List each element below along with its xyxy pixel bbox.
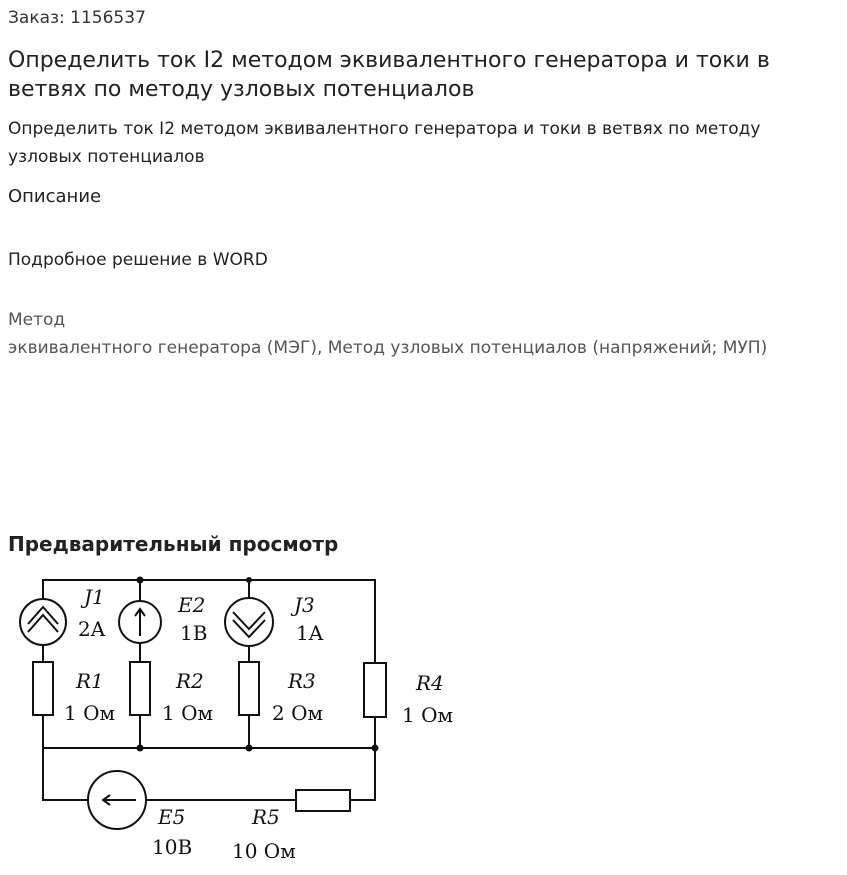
label-r3: R3 (288, 669, 316, 693)
description-heading: Описание (8, 186, 102, 207)
resistor-r2 (130, 662, 150, 715)
value-j1: 2A (78, 617, 106, 641)
preview-heading: Предварительный просмотр (8, 532, 339, 556)
value-r3: 2 Ом (272, 701, 324, 725)
value-e5: 10B (152, 835, 193, 859)
method-block (8, 306, 838, 362)
value-r2: 1 Ом (162, 701, 214, 725)
resistor-r1 (33, 662, 53, 715)
task-statement: Определить ток I2 методом эквивалентного генератора и токи в ветвях по методу узловых потенциалов (8, 119, 761, 167)
page-title: Определить ток I2 методом эквивалентного генератора и токи в ветвях по методу узловых потенциалов (8, 48, 770, 102)
label-r2: R2 (176, 669, 204, 693)
order-number: Заказ: 1156537 (8, 8, 146, 28)
label-j3: J3 (294, 593, 315, 617)
description-text: Подробное решение в WORD (8, 250, 268, 270)
resistor-r3 (239, 662, 259, 715)
source-j3 (225, 598, 273, 646)
label-r5: R5 (252, 805, 280, 829)
source-e5 (88, 771, 146, 829)
resistor-r4 (364, 663, 386, 717)
source-j1 (20, 599, 66, 645)
value-r4: 1 Ом (402, 703, 454, 727)
source-e2 (119, 601, 161, 643)
label-e5: E5 (158, 805, 186, 829)
current-source-j3-icon (225, 598, 273, 646)
label-r4: R4 (416, 671, 444, 695)
resistor-r5 (296, 790, 350, 811)
value-r1: 1 Ом (64, 701, 116, 725)
label-e2: E2 (178, 593, 206, 617)
label-j1: J1 (84, 585, 105, 609)
label-r1: R1 (76, 669, 104, 693)
value-r5: 10 Ом (232, 839, 296, 863)
value-e2: 1B (180, 621, 208, 645)
method-text: эквивалентного генератора (МЭГ), Метод узловых потенциалов (напряжений; МУП) (8, 338, 768, 358)
circuit-diagram (0, 570, 470, 870)
value-j3: 1A (296, 621, 324, 645)
method-label: Метод (8, 310, 66, 330)
